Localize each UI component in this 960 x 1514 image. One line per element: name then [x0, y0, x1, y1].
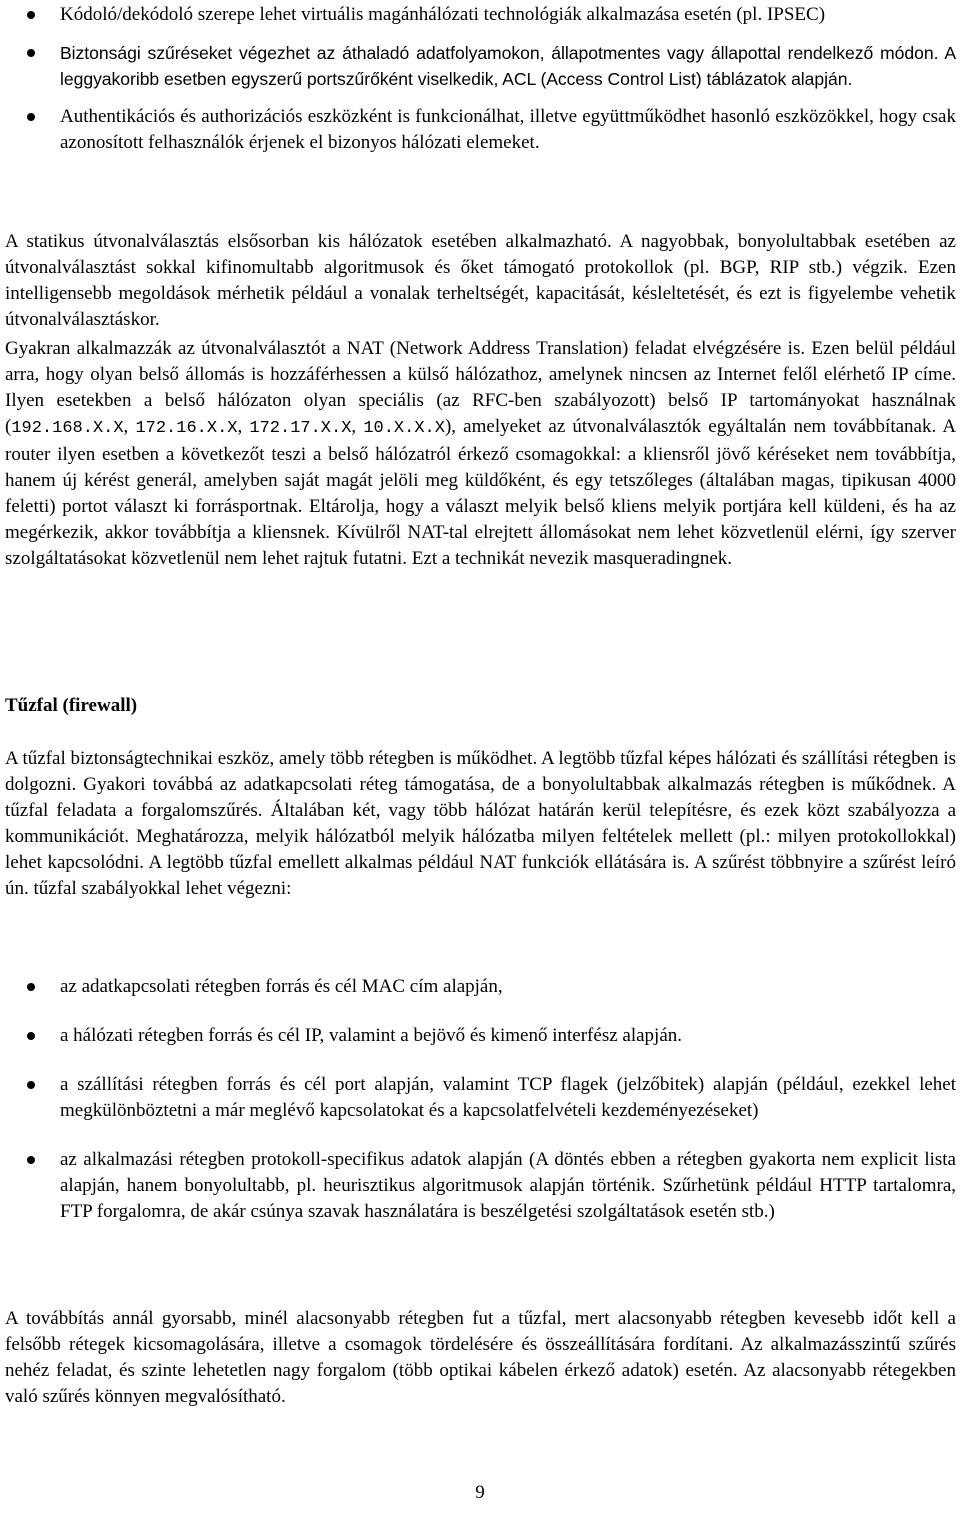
filter-rules-list — [0, 964, 960, 1225]
list-item — [0, 1072, 960, 1124]
list-item — [0, 1147, 960, 1225]
page-number: 9 — [475, 1482, 485, 1503]
list-item-text: Biztonsági szűréseket végezhet az áthaladó adatfolyamokon, állapotmentes vagy állapottal rendelkező módon. A leggyakoribb esetben egyszerű portszűrőként viselkedik, ACL (Access Control List) táblázatok alapján. — [60, 43, 956, 89]
list-item-text: az alkalmazási rétegben protokoll-specifikus adatok alapján (A döntés ebben a rétegben gyakorta nem explicit lista alapján, hanem bonyolultabb, pl. heurisztikus algoritmusok alapján történik. Szűrhetünk például HTTP tartalomra, FTP forgalomra, de akár csúnya szavak használatára is beszélgetési szolgáltatások esetén stb.) — [60, 1149, 956, 1222]
ip-range-172-17: 172.17.X.X — [249, 419, 352, 438]
ip-range-10: 10.X.X.X — [363, 419, 445, 438]
separator: , — [237, 416, 250, 437]
list-item — [0, 1023, 960, 1049]
list-item-text: a hálózati rétegben forrás és cél IP, valamint a bejövő és kimenő interfész alapján. — [60, 1025, 682, 1046]
bullet-icon — [27, 983, 35, 991]
separator: , — [123, 416, 136, 437]
router-features-list — [0, 0, 960, 156]
bullet-icon — [27, 49, 35, 57]
bullet-icon — [27, 113, 35, 121]
nat-text-part2: ), amelyeket az útvonalválasztók egyáltalán nem továbbítanak. A router ilyen esetben a következőt teszi a belső hálózatról érkező csomagokkal: a kliensről jövő kéréseket nem továbbítja, hanem új kérést generál, amelyben saját magát jelöli meg küldőként, és egy tetszőleges (általában magas, tipikusan 4000 feletti) portot választ ki forrásportnak. Eltárolja, hogy a választ melyik belső kliens melyik portjára kell küldeni, és ha az megérkezik, akkor továbbítja a kliensnek. Kívülről NAT-tal elrejtett állomásokat nem lehet közvetlenül elérni, így szerver szolgáltatásokat közvetlenül nem lehet rajtuk futatni. Ezt a technikát nevezik masqueradingnek. — [5, 416, 957, 569]
list-item — [0, 2, 960, 28]
list-item-text: az adatkapcsolati rétegben forrás és cél MAC cím alapján, — [60, 976, 503, 997]
paragraph-static-routing: A statikus útvonalválasztás elsősorban kis hálózatok esetében alkalmazható. A nagyobbak, bonyolultabbak esetében az útvonalválasztást sokkal kifinomultabb algoritmusok és őket támogató protokollok (pl. BGP, RIP stb.) végzik. Ezen intelligensebb megoldások mérhetik például a vonalak terheltségét, kapacitását, késleltetését, és ezt is figyelembe vehetik útvonalválasztáskor. — [5, 231, 956, 330]
bullet-icon — [27, 1032, 35, 1040]
list-item-text: Authentikációs és authorizációs eszközként is funkcionálhat, illetve együttműködhet hasonló eszközökkel, hogy csak azonosított felhasználók érjenek el bizonyos hálózati elemeket. — [60, 106, 956, 153]
list-item — [0, 974, 960, 1000]
nat-text-part1: Gyakran alkalmazzák az útvonalválasztót a NAT (Network Address Translation) feladat elvégzésére is. Ezen belül például arra, hogy olyan belső állomás is hozzáférhessen a külső hálózathoz, amelynek nincsen az Internet felől elérhető IP címe. Ilyen esetekben a belső hálózaton olyan speciális (az RFC-ben szabályozott) belső IP tartományokat használnak ( — [5, 338, 956, 437]
list-item-text: Kódoló/dekódoló szerepe lehet virtuális magánhálózati technológiák alkalmazása esetén (pl. IPSEC) — [60, 4, 826, 25]
ip-range-172-16: 172.16.X.X — [135, 419, 238, 438]
bullet-icon — [27, 1081, 35, 1089]
paragraph-nat — [5, 336, 956, 572]
separator: , — [351, 416, 364, 437]
paragraph-speed: A továbbítás annál gyorsabb, minél alacsonyabb rétegben fut a tűzfal, mert alacsonyabb rétegben kevesebb időt kell a felsőbb rétegek kicsomagolására, illetve a csomagok tördelésére és összeállítására fordítani. Az alkalmazásszintű szűrés nehéz feladat, és szinte lehetetlen nagy forgalom (több optikai kábelen érkező adatok) esetén. Az alacsonyabb rétegekben való szűrés könnyen megvalósítható. — [5, 1308, 956, 1407]
paragraph-firewall: A tűzfal biztonságtechnikai eszköz, amely több rétegben is működhet. A legtöbb tűzfal képes hálózati és szállítási rétegben is dolgozni. Gyakori továbbá az adatkapcsolati réteg támogatása, de a bonyolultabbak alkalmazás rétegben is műkődnek. A tűzfal feladata a forgalomszűrés. Általában két, vagy több hálózat határán kerül telepítésre, és ezek közt szabályozza a kommunikációt. Meghatározza, melyik hálózatból melyik hálózatba milyen feltételek mellett (pl.: milyen protokollokkal) lehet kapcsolódni. A legtöbb tűzfal emellett alkalmas például NAT funkciók ellátására is. A szűrést többnyire a szűrést leíró ún. tűzfal szabályokkal lehet végezni: — [5, 748, 956, 899]
ip-range-192: 192.168.X.X — [11, 419, 124, 438]
bullet-icon — [27, 11, 35, 19]
list-item-text: a szállítási rétegben forrás és cél port alapján, valamint TCP flagek (jelzőbitek) alapján (például, ezekkel lehet megkülönböztetni a már meglévő kapcsolatokat és a kapcsolatfelvételi kezdeményezéseket) — [60, 1074, 956, 1121]
list-item — [0, 40, 960, 92]
section-heading-firewall: Tűzfal (firewall) — [5, 695, 138, 716]
list-item — [0, 104, 960, 156]
bullet-icon — [27, 1156, 35, 1164]
